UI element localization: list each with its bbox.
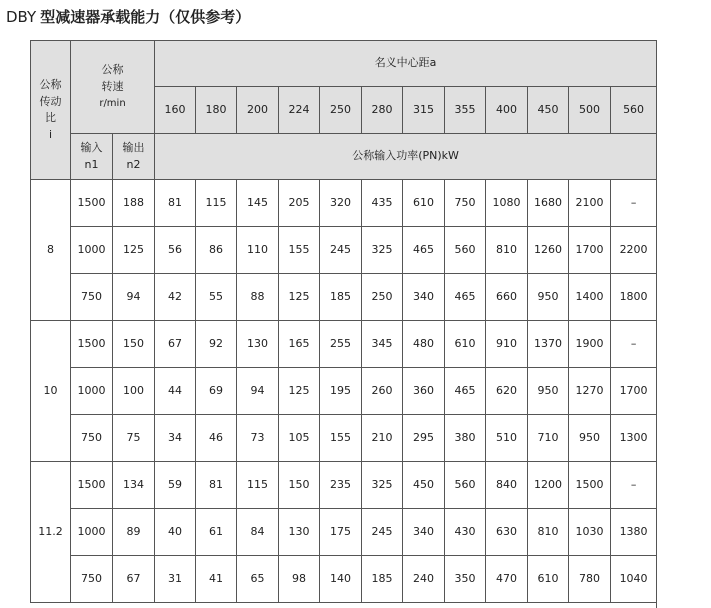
power-value-cell: 110 — [237, 227, 279, 274]
power-value-cell: 94 — [237, 368, 279, 415]
power-value-cell: 245 — [320, 227, 362, 274]
power-value-cell: 1400 — [569, 274, 611, 321]
distance-value-header: 315 — [403, 87, 445, 134]
distance-value-header: 224 — [279, 87, 320, 134]
power-value-cell: 42 — [155, 274, 196, 321]
header-label-line: 输入 — [80, 141, 103, 154]
power-value-cell: 430 — [445, 509, 486, 556]
distance-value-header: 450 — [528, 87, 569, 134]
ratio-header — [31, 41, 71, 180]
power-value-cell: 65 — [237, 556, 279, 603]
power-value-cell: 465 — [445, 368, 486, 415]
power-value-cell: 67 — [155, 321, 196, 368]
power-value-cell: 325 — [362, 462, 403, 509]
power-value-cell: 1030 — [569, 509, 611, 556]
power-value-cell: 175 — [320, 509, 362, 556]
power-value-cell: 250 — [362, 274, 403, 321]
power-value-cell: 470 — [486, 556, 528, 603]
power-value-cell: 155 — [320, 415, 362, 462]
power-value-cell: 610 — [445, 321, 486, 368]
table-body — [31, 180, 657, 603]
power-value-cell: 360 — [403, 368, 445, 415]
power-value-cell: 340 — [403, 274, 445, 321]
input-speed-cell: 1500 — [71, 180, 113, 227]
power-value-cell: 61 — [196, 509, 237, 556]
header-label-line: 转速 — [101, 79, 124, 93]
power-value-cell: 950 — [528, 274, 569, 321]
capacity-table-wrapper — [30, 40, 657, 608]
header-label-line: 公称 — [101, 63, 124, 77]
header-row-1 — [31, 41, 657, 87]
table-row — [31, 368, 657, 415]
power-value-cell: 560 — [445, 227, 486, 274]
input-speed-cell: 1500 — [71, 321, 113, 368]
output-speed-cell: 94 — [113, 274, 155, 321]
power-value-cell: 780 — [569, 556, 611, 603]
power-value-cell: 450 — [403, 462, 445, 509]
power-value-cell: 105 — [279, 415, 320, 462]
power-header: 公称输入功率(PN)kW — [155, 134, 657, 180]
power-value-cell: 1700 — [611, 368, 657, 415]
power-value-cell: 86 — [196, 227, 237, 274]
input-speed-cell: 750 — [71, 274, 113, 321]
table-row — [31, 462, 657, 509]
power-value-cell: 1270 — [569, 368, 611, 415]
ratio-cell: 8 — [31, 180, 71, 321]
distance-value-header: 400 — [486, 87, 528, 134]
power-value-cell: 205 — [279, 180, 320, 227]
power-value-cell: 380 — [445, 415, 486, 462]
header-label-line: n1 — [84, 157, 99, 171]
distance-value-header: 560 — [611, 87, 657, 134]
output-speed-header — [113, 134, 155, 180]
power-value-cell: 44 — [155, 368, 196, 415]
power-value-cell: 1300 — [611, 415, 657, 462]
power-value-cell: 2200 — [611, 227, 657, 274]
output-speed-cell: 125 — [113, 227, 155, 274]
table-row — [31, 321, 657, 368]
power-value-cell: 435 — [362, 180, 403, 227]
header-label-line: 比 — [45, 111, 56, 124]
power-value-cell: 1900 — [569, 321, 611, 368]
power-value-cell: 165 — [279, 321, 320, 368]
power-value-cell: 98 — [279, 556, 320, 603]
power-value-cell: 31 — [155, 556, 196, 603]
output-speed-cell: 134 — [113, 462, 155, 509]
input-speed-cell: 1000 — [71, 368, 113, 415]
ratio-cell: 11.2 — [31, 462, 71, 603]
header-label-line: 公称 — [39, 78, 62, 91]
power-value-cell: 140 — [320, 556, 362, 603]
output-speed-cell: 100 — [113, 368, 155, 415]
table-row — [31, 556, 657, 603]
table-row — [31, 415, 657, 462]
power-value-cell: 1380 — [611, 509, 657, 556]
capacity-table — [30, 40, 657, 603]
table-row — [31, 274, 657, 321]
power-value-cell: 1800 — [611, 274, 657, 321]
power-value-cell: 155 — [279, 227, 320, 274]
output-speed-cell: 89 — [113, 509, 155, 556]
power-value-cell: – — [611, 462, 657, 509]
power-value-cell: 245 — [362, 509, 403, 556]
power-value-cell: 1200 — [528, 462, 569, 509]
distance-value-header: 280 — [362, 87, 403, 134]
power-value-cell: 260 — [362, 368, 403, 415]
power-value-cell: 510 — [486, 415, 528, 462]
power-value-cell: 1680 — [528, 180, 569, 227]
input-speed-cell: 1500 — [71, 462, 113, 509]
power-value-cell: – — [611, 321, 657, 368]
power-value-cell: 240 — [403, 556, 445, 603]
power-value-cell: 145 — [237, 180, 279, 227]
power-value-cell: 92 — [196, 321, 237, 368]
input-speed-header — [71, 134, 113, 180]
table-row — [31, 509, 657, 556]
power-value-cell: 195 — [320, 368, 362, 415]
power-value-cell: 84 — [237, 509, 279, 556]
power-value-cell: 345 — [362, 321, 403, 368]
power-value-cell: 1080 — [486, 180, 528, 227]
power-value-cell: 465 — [403, 227, 445, 274]
table-head — [31, 41, 657, 180]
power-value-cell: 81 — [155, 180, 196, 227]
power-value-cell: 125 — [279, 368, 320, 415]
table-row — [31, 180, 657, 227]
ratio-cell: 10 — [31, 321, 71, 462]
distance-value-header: 355 — [445, 87, 486, 134]
distance-value-header: 180 — [196, 87, 237, 134]
power-value-cell: 255 — [320, 321, 362, 368]
power-value-cell: 41 — [196, 556, 237, 603]
power-value-cell: 46 — [196, 415, 237, 462]
power-value-cell: 660 — [486, 274, 528, 321]
power-value-cell: 56 — [155, 227, 196, 274]
header-label-line: 输出 — [122, 141, 145, 154]
speed-header — [71, 41, 155, 134]
power-value-cell: 810 — [528, 509, 569, 556]
power-value-cell: 295 — [403, 415, 445, 462]
power-value-cell: 950 — [528, 368, 569, 415]
power-value-cell: 130 — [237, 321, 279, 368]
title-main: 型减速器承载能力（仅供参考） — [40, 8, 251, 26]
power-value-cell: 1500 — [569, 462, 611, 509]
power-value-cell: 950 — [569, 415, 611, 462]
title-prefix: DBY — [6, 8, 37, 26]
header-label-line: 传动 — [39, 94, 62, 108]
power-value-cell: 185 — [362, 556, 403, 603]
input-speed-cell: 1000 — [71, 227, 113, 274]
power-value-cell: 2100 — [569, 180, 611, 227]
power-value-cell: 340 — [403, 509, 445, 556]
power-value-cell: 320 — [320, 180, 362, 227]
power-value-cell: 81 — [196, 462, 237, 509]
power-value-cell: 480 — [403, 321, 445, 368]
power-value-cell: 130 — [279, 509, 320, 556]
power-value-cell: 710 — [528, 415, 569, 462]
power-value-cell: 620 — [486, 368, 528, 415]
distance-header: 名义中心距a — [155, 41, 657, 87]
output-speed-cell: 150 — [113, 321, 155, 368]
power-value-cell: 55 — [196, 274, 237, 321]
header-label-line: n2 — [126, 157, 141, 171]
power-value-cell: 610 — [528, 556, 569, 603]
power-value-cell: 840 — [486, 462, 528, 509]
power-value-cell: 350 — [445, 556, 486, 603]
distance-value-header: 200 — [237, 87, 279, 134]
power-value-cell: 1700 — [569, 227, 611, 274]
header-label-line: i — [48, 127, 53, 141]
power-value-cell: 560 — [445, 462, 486, 509]
power-value-cell: 59 — [155, 462, 196, 509]
power-value-cell: 810 — [486, 227, 528, 274]
output-speed-cell: 188 — [113, 180, 155, 227]
power-value-cell: 1260 — [528, 227, 569, 274]
power-value-cell: 610 — [403, 180, 445, 227]
header-row-3 — [31, 134, 657, 180]
power-value-cell: 69 — [196, 368, 237, 415]
power-value-cell: 1040 — [611, 556, 657, 603]
header-label-line: r/min — [99, 98, 126, 110]
input-speed-cell: 1000 — [71, 509, 113, 556]
power-value-cell: 125 — [279, 274, 320, 321]
power-value-cell: 34 — [155, 415, 196, 462]
distance-value-header: 250 — [320, 87, 362, 134]
power-value-cell: 88 — [237, 274, 279, 321]
input-speed-cell: 750 — [71, 556, 113, 603]
power-value-cell: 465 — [445, 274, 486, 321]
power-value-cell: 73 — [237, 415, 279, 462]
power-value-cell: – — [611, 180, 657, 227]
power-value-cell: 325 — [362, 227, 403, 274]
document-title — [6, 6, 250, 27]
output-speed-cell: 75 — [113, 415, 155, 462]
power-value-cell: 115 — [196, 180, 237, 227]
input-speed-cell: 750 — [71, 415, 113, 462]
power-value-cell: 210 — [362, 415, 403, 462]
power-value-cell: 235 — [320, 462, 362, 509]
power-value-cell: 40 — [155, 509, 196, 556]
power-value-cell: 150 — [279, 462, 320, 509]
power-value-cell: 910 — [486, 321, 528, 368]
power-value-cell: 750 — [445, 180, 486, 227]
power-value-cell: 185 — [320, 274, 362, 321]
power-value-cell: 630 — [486, 509, 528, 556]
distance-value-header: 160 — [155, 87, 196, 134]
power-value-cell: 115 — [237, 462, 279, 509]
output-speed-cell: 67 — [113, 556, 155, 603]
table-row — [31, 227, 657, 274]
distance-value-header: 500 — [569, 87, 611, 134]
power-value-cell: 1370 — [528, 321, 569, 368]
